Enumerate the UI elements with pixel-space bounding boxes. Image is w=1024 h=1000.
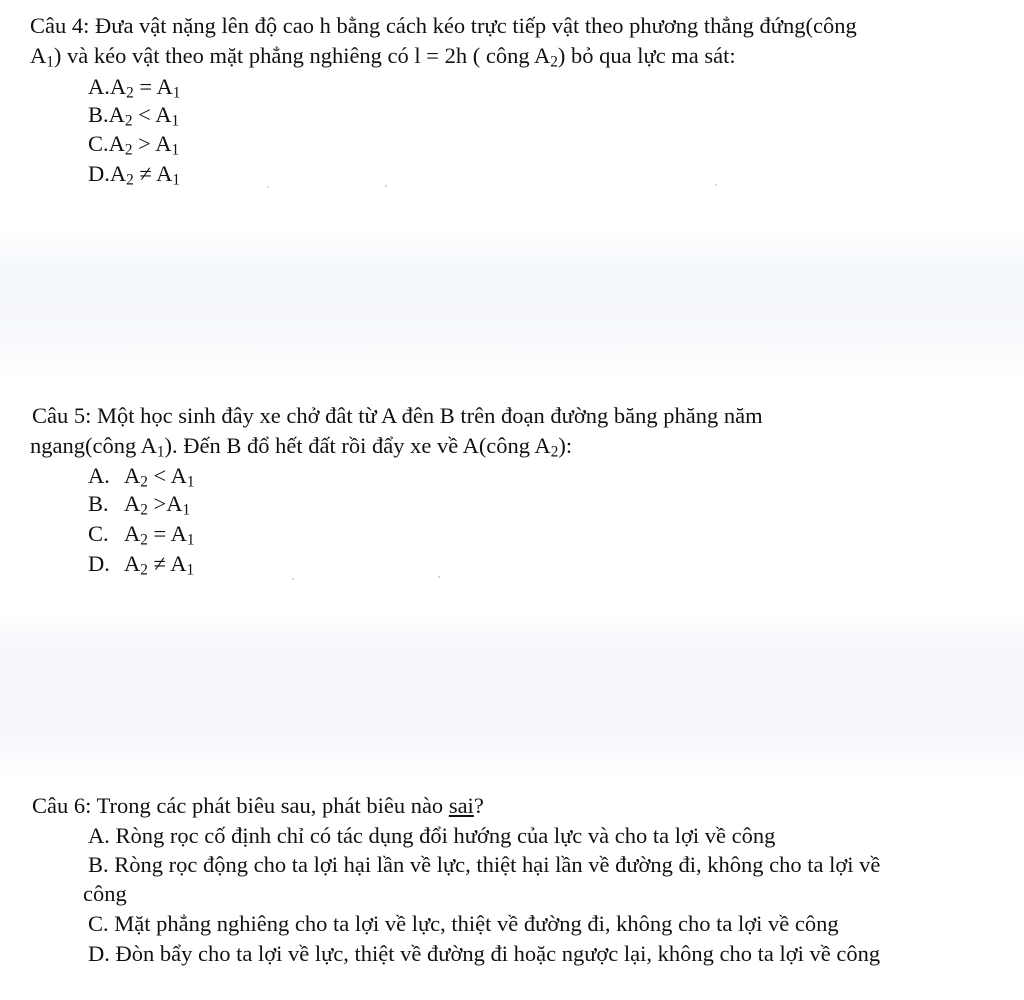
scan-speck (438, 576, 440, 578)
q4-option-b[interactable]: $B.A_2 < A_1$ (88, 102, 180, 130)
scan-speck (715, 184, 717, 186)
scan-speck (267, 186, 269, 188)
q5-option-c[interactable]: C. $A_2 = A_1$ (88, 521, 195, 549)
q6-option-b-line-2[interactable]: công (83, 881, 127, 906)
q4-option-c[interactable]: $C.A_2 > A_1$ (88, 131, 180, 159)
q5-option-a[interactable]: A. $A_2 < A_1$ (88, 463, 195, 491)
q4-stem-line-2: $A_1$) và kéo vật theo mặt phẳng nghiêng có l = 2h ( công $A_2$) bỏ qua lực ma sát: (30, 43, 736, 71)
q6-option-a[interactable]: A. Ròng rọc cố định chỉ có tác dụng đổi hướng của lực và cho ta lợi về công (88, 823, 776, 848)
scan-speck (385, 185, 387, 187)
q6-stem: Câu 6: Trong các phát biêu sau, phát biêu nào sai? (32, 793, 484, 818)
q4-stem-line-1: Câu 4: Đưa vật nặng lên độ cao h bằng cách kéo trực tiếp vật theo phương thẳng đứng(công (30, 13, 857, 38)
q5-stem-line-1: Câu 5: Một học sinh đây xe chở đât từ A đên B trên đoạn đường băng phăng năm (32, 403, 763, 428)
q6-emphasis: sai (448, 793, 474, 818)
q5-option-b[interactable]: B. $A_2 >A_1$ (88, 491, 191, 519)
q5-option-d[interactable]: D. $A_2 \ne A_1$ (88, 551, 195, 579)
scan-band-top (0, 228, 1024, 378)
q6-option-d[interactable]: D. Đòn bẩy cho ta lợi về lực, thiệt về đường đi hoặc ngược lại, không cho ta lợi về công (88, 941, 881, 966)
q4-option-a[interactable]: $A.A_2 = A_1$ (88, 74, 181, 102)
scan-speck (292, 578, 294, 580)
q6-option-c[interactable]: C. Mặt phẳng nghiêng cho ta lợi về lực, thiệt về đường đi, không cho ta lợi về công (88, 911, 839, 936)
q5-stem-line-2: ngang(công $A_1$). Đến B đổ hết đất rồi đẩy xe về A(công $A_2$): (30, 433, 573, 461)
q4-option-d[interactable]: $D.A_2 \ne A_1$ (88, 161, 181, 189)
scan-band-bottom (0, 610, 1024, 780)
q6-option-b-line-1[interactable]: B. Ròng rọc động cho ta lợi hại lần về lực, thiệt hại lần về đường đi, không cho ta lợi về (88, 852, 881, 877)
